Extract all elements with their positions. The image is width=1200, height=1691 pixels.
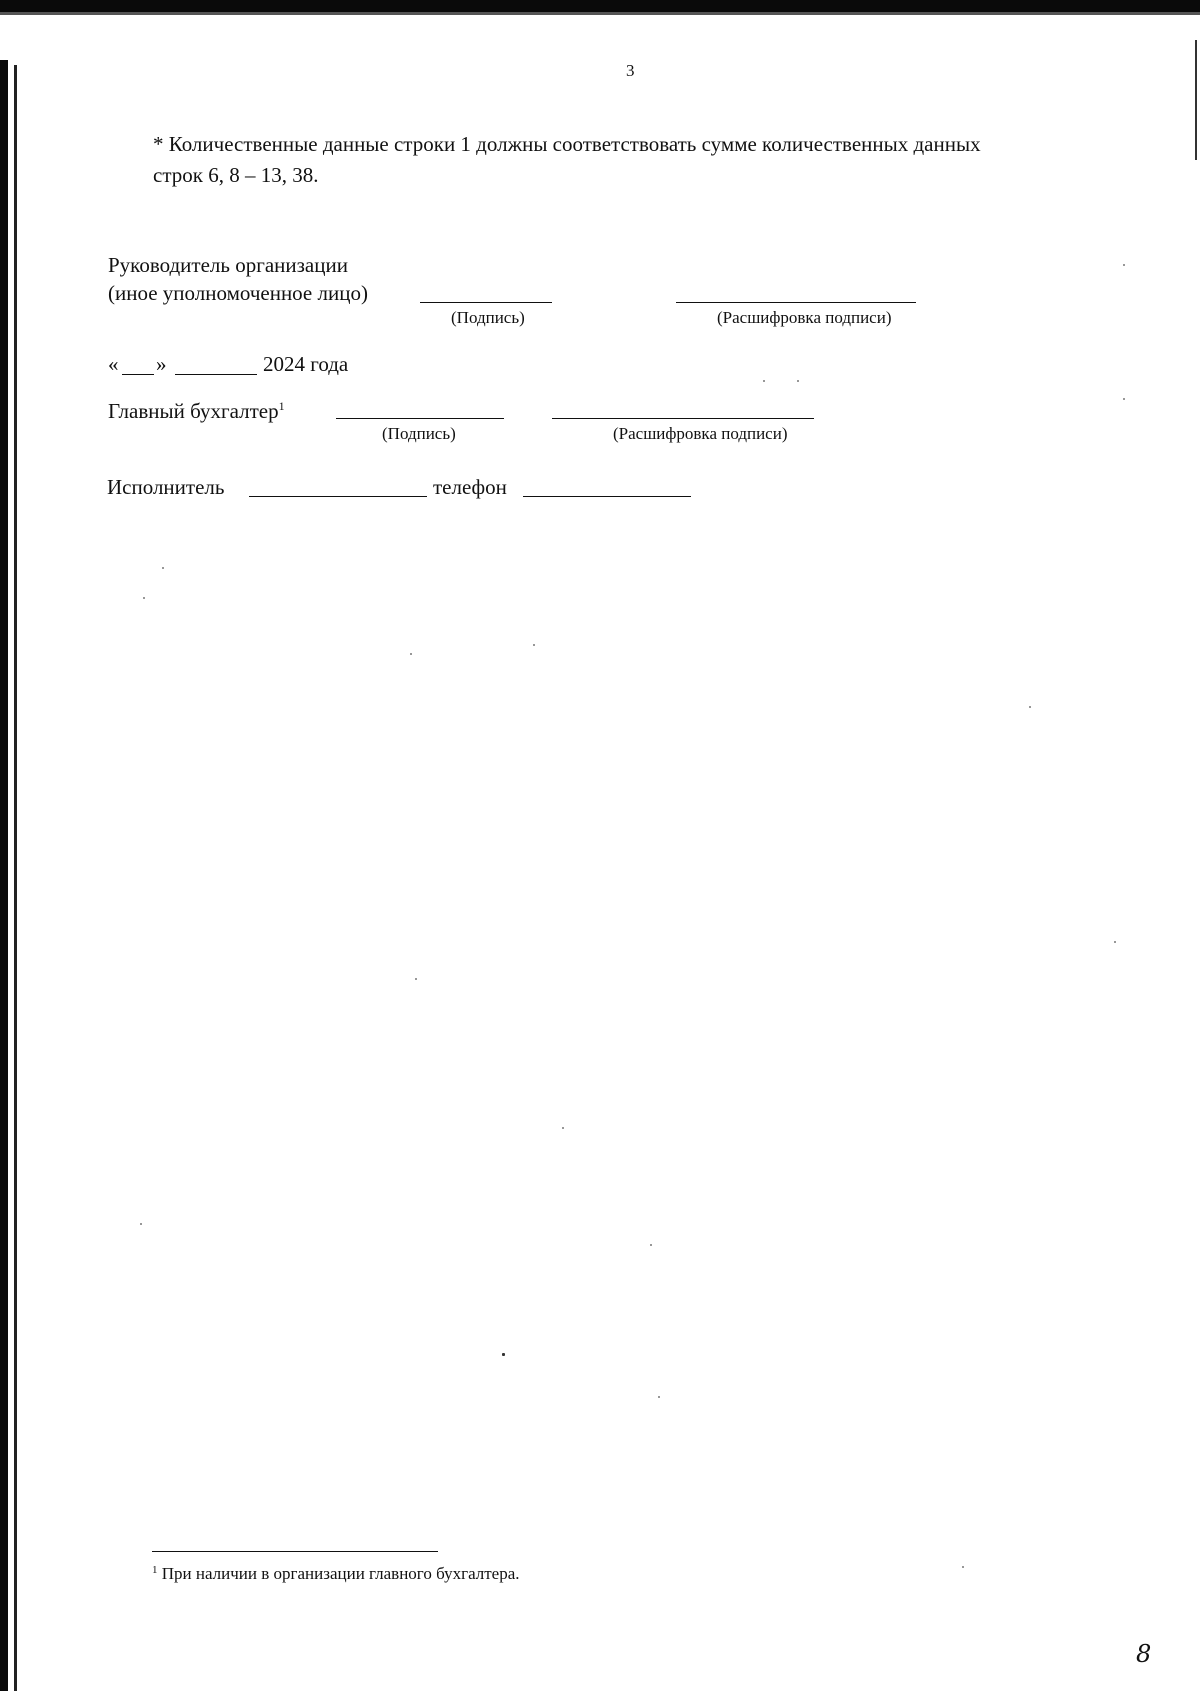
accountant-footnote-mark: 1 — [278, 399, 285, 413]
head-label-sub: (иное уполномоченное лицо) — [108, 281, 368, 305]
handwritten-page-number: 8 — [1136, 1640, 1152, 1668]
date-year: 2024 года — [263, 352, 349, 376]
footnote-separator — [152, 1551, 438, 1552]
accountant-label — [108, 400, 285, 422]
accountant-label-text: Главный бухгалтер — [108, 399, 279, 423]
note-line-2: строк 6, 8 – 13, 38. — [153, 163, 319, 187]
scan-speck — [1123, 398, 1125, 400]
date-open-quote: « — [108, 352, 119, 376]
head-decipher-line — [676, 302, 916, 303]
date-day-line — [122, 374, 154, 375]
head-signature-caption: (Подпись) — [451, 308, 525, 327]
accountant-decipher-line — [552, 418, 814, 419]
scan-speck — [533, 644, 535, 646]
accountant-decipher-caption: (Расшифровка подписи) — [613, 424, 788, 443]
scan-speck — [1123, 264, 1125, 266]
scan-speck — [415, 978, 417, 980]
scan-speck — [658, 1396, 660, 1398]
executor-line — [249, 496, 427, 497]
scan-speck — [162, 567, 164, 569]
scan-border-top-shadow — [0, 12, 1200, 15]
scan-speck — [143, 597, 145, 599]
scan-border-left — [0, 60, 8, 1691]
footnote — [152, 1565, 520, 1582]
note-line-1: * Количественные данные строки 1 должны соответствовать сумме количественных данных — [153, 132, 981, 156]
head-signature-line — [420, 302, 552, 303]
scan-speck — [650, 1244, 652, 1246]
scan-speck — [140, 1223, 142, 1225]
scan-speck — [797, 380, 799, 382]
phone-label: телефон — [433, 475, 507, 499]
phone-line — [523, 496, 691, 497]
scan-border-right — [1195, 40, 1197, 160]
scan-border-left-inner — [14, 65, 17, 1691]
scan-speck — [502, 1353, 505, 1356]
scan-speck — [1114, 941, 1116, 943]
accountant-signature-line — [336, 418, 504, 419]
scan-speck — [410, 653, 412, 655]
scan-speck — [962, 1566, 964, 1568]
head-decipher-caption: (Расшифровка подписи) — [717, 308, 892, 327]
executor-label: Исполнитель — [107, 475, 225, 499]
footnote-text: При наличии в организации главного бухгалтера. — [161, 1564, 520, 1583]
scan-border-top — [0, 0, 1200, 12]
date-close-quote: » — [156, 352, 167, 376]
page-number: 3 — [626, 61, 635, 80]
scan-speck — [562, 1127, 564, 1129]
head-label: Руководитель организации — [108, 253, 348, 277]
footnote-mark: 1 — [152, 1564, 158, 1576]
date-month-line — [175, 374, 257, 375]
scan-speck — [1029, 706, 1031, 708]
scan-speck — [763, 380, 765, 382]
accountant-signature-caption: (Подпись) — [382, 424, 456, 443]
